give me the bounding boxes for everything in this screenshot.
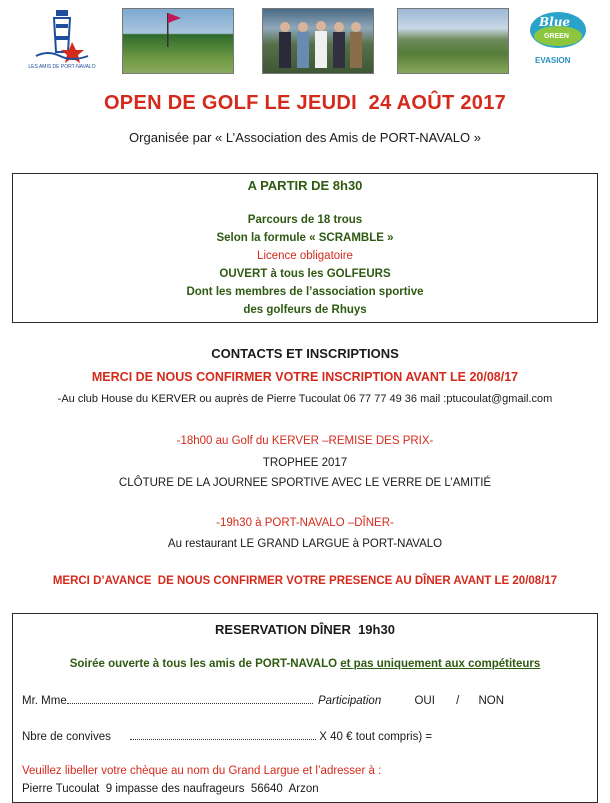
oui-option[interactable]: OUI: [414, 695, 435, 707]
dinner-place: Au restaurant LE GRAND LARGUE à PORT-NAVALO: [167, 538, 443, 550]
dinner-deadline: MERCI D’AVANCE DE NOUS CONFIRMER VOTRE PRESENCE AU DÎNER AVANT LE 20/08/17: [52, 575, 558, 587]
golf-course-photo: [397, 8, 509, 74]
cheque-instructions: Veuillez libeller votre chèque au nom du Grand Largue et l’adresser à :: [22, 765, 382, 777]
blue-green-logo: [525, 8, 591, 70]
participation-label: Participation: [317, 695, 382, 707]
golfers-line: des golfeurs de Rhuys: [243, 304, 367, 316]
dinner-heading: -19h30 à PORT-NAVALO –DÎNER-: [216, 517, 394, 529]
soiree-open: Soirée ouverte à tous les amis de PORT-NAVALO: [69, 658, 338, 670]
price-label: X 40 € tout compris) =: [319, 731, 433, 743]
blue-green-logo-top: Blue: [539, 15, 571, 29]
soiree-not-only: et pas uniquement aux compétiteurs: [340, 658, 541, 670]
trophy-line: TROPHEE 2017: [262, 457, 348, 469]
soiree-line: [0, 658, 610, 670]
guests-row: [22, 730, 432, 743]
prize-heading: -18h00 au Golf du KERVER –REMISE DES PRIX-: [176, 435, 434, 447]
lighthouse-logo: [28, 6, 96, 72]
name-field[interactable]: [67, 694, 313, 704]
organizer-subtitle: Organisée par « L’Association des Amis de PORT-NAVALO »: [129, 130, 481, 145]
name-row: [22, 694, 504, 707]
reservation-heading: RESERVATION DÎNER 19h30: [215, 622, 395, 637]
open-line: OUVERT à tous les GOLFEURS: [219, 268, 391, 280]
page-title: OPEN DE GOLF LE JEUDI 24 AOÛT 2017: [103, 92, 507, 114]
non-option[interactable]: NON: [478, 695, 505, 707]
group-photo: [262, 8, 374, 74]
closing-line: CLÔTURE DE LA JOURNEE SPORTIVE AVEC LE VERRE DE L’AMITIÉ: [118, 477, 492, 489]
members-line: Dont les membres de l’association sportive: [186, 286, 424, 298]
format-line: Selon la formule « SCRAMBLE »: [216, 232, 394, 244]
blue-green-logo-bottom: EVASION: [535, 56, 571, 65]
guests-label: Nbre de convives: [22, 731, 111, 743]
course-line: Parcours de 18 trous: [247, 214, 363, 226]
blue-green-logo-mid: GREEN: [544, 33, 569, 40]
lighthouse-logo-text: LES AMIS DE PORT-NAVALO: [28, 64, 96, 70]
registration-deadline: MERCI DE NOUS CONFIRMER VOTRE INSCRIPTION AVANT LE 20/08/17: [91, 370, 519, 384]
license-line: Licence obligatoire: [257, 250, 353, 262]
contact-line: -Au club House du KERVER ou auprès de Pierre Tucoulat 06 77 77 49 36 mail :ptucoulat@gmail.com: [57, 393, 553, 405]
event-details-box: [12, 173, 598, 323]
name-label: Mr. Mme: [22, 695, 67, 707]
guests-field[interactable]: [130, 730, 316, 740]
slash-separator: /: [456, 695, 460, 707]
contacts-heading: CONTACTS ET INSCRIPTIONS: [211, 346, 399, 361]
golf-flag-photo: [122, 8, 234, 74]
start-time-heading: A PARTIR DE 8h30: [247, 178, 363, 193]
mailing-address: Pierre Tucoulat 9 impasse des naufrageurs 56640 Arzon: [22, 783, 319, 795]
